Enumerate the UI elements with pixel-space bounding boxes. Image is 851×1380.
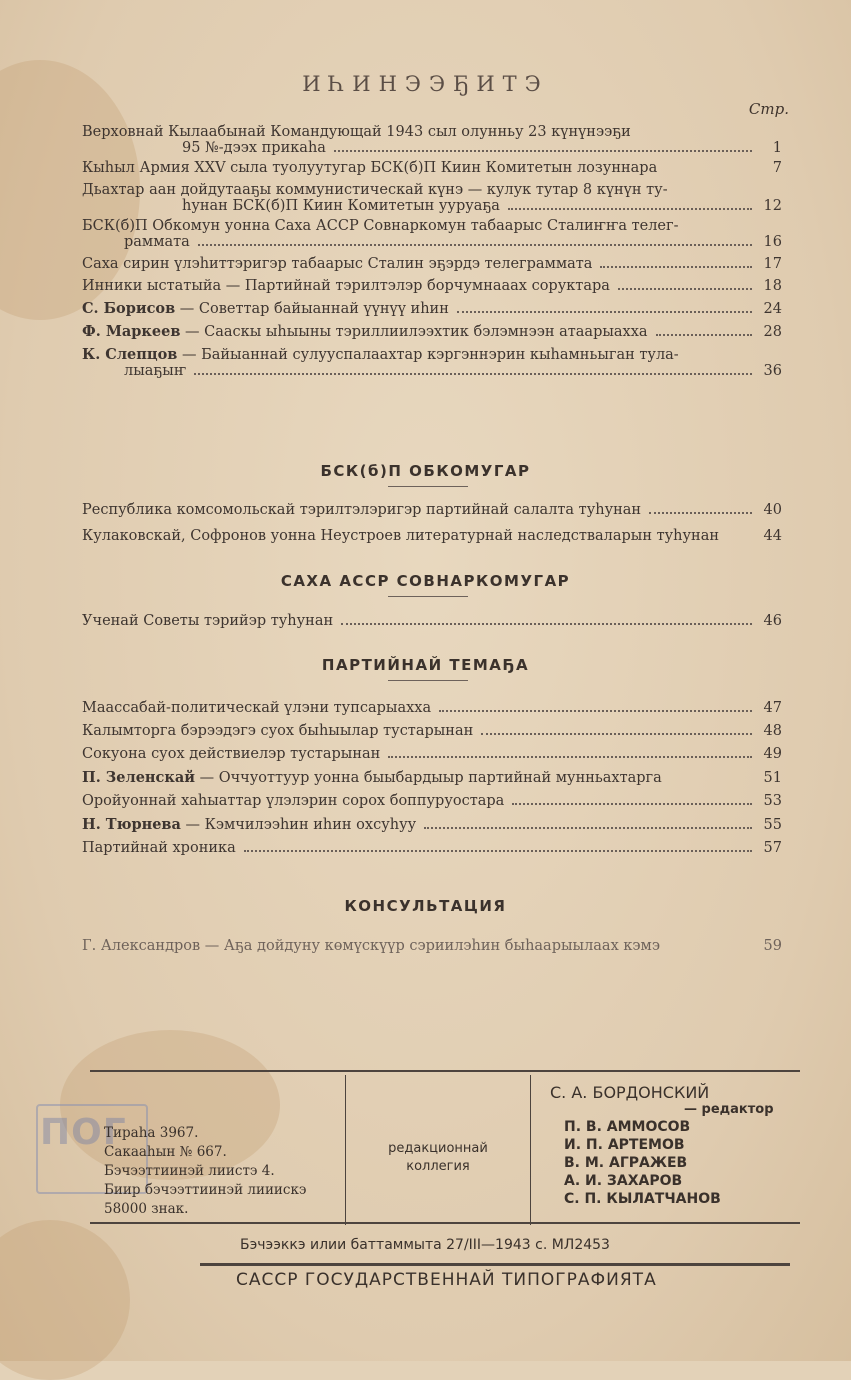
document-title: ИҺИНЭЭҔИТЭ [302,72,549,96]
page-number: 7 [772,160,782,176]
section-rule [388,680,468,681]
page-number: 1 [772,140,782,156]
section-heading: КОНСУЛЬТАЦИЯ [344,897,507,915]
footer-bottom-rule [200,1263,790,1266]
toc-entry: Сокуона суох действиелэр тустарынан 49 [82,746,782,762]
toc-section-party [82,700,782,856]
board-members: П. В. АММОСОВ И. П. АРТЕМОВ В. М. АГРАЖЕВ А. И. ЗАХАРОВ С. П. КЫЛАТЧАНОВ [564,1119,721,1207]
footer-divider [345,1075,346,1225]
print-run-block: Тираһа 3967. Сакааһын № 667. Бэчээттиинэй лиистэ 4. Биир бэчээттиинэй лииискэ 58000 знак. [104,1125,307,1217]
page-number: 44 [763,528,782,544]
page-number: 46 [763,613,782,629]
author-name: Н. Тюрнева [82,816,181,833]
toc-entry: Саха сирин үлэһиттэригэр табаарыс Сталин эҕэрдэ телеграммата 17 [82,256,782,272]
toc-entry: Калымторга бэрээдэгэ суох быһыылар тустарынан 48 [82,723,782,739]
toc-entry: Кулаковскай, Софронов уонна Неустроев литературнай наследстваларын туһунан 44 [82,528,782,544]
toc-entry: Ф. Маркеев — Сааскы ыһыыны тэриллиилээхтик бэлэмнээн атаарыахха 28 [82,323,782,340]
section-heading: ПАРТИЙНАЙ ТЕМАҔА [321,656,530,674]
author-name: К. Слепцов [82,346,178,363]
toc-entry: С. Борисов — Советтар байыаннай үүнүү иһин 24 [82,300,782,317]
section-heading: САХА АССР СОВНАРКОМУГАР [280,572,571,590]
toc-section-obkom [82,502,782,544]
toc-entry: Маассабай-политическай үлэни тупсарыахха 47 [82,700,782,716]
chief-editor-name: С. А. БОРДОНСКИЙ [550,1083,710,1102]
toc-entry: Оройуоннай хаһыаттар үлэлэрин сорох боппуруостара 53 [82,793,782,809]
toc-entry: Дьахтар аан дойдутааҕы коммунистическай күнэ — кулук тутар 8 күнүн ту- һунан БСК(б)П Киин Комитетын ууруаҕа 12 [82,182,782,214]
author-name: С. Борисов [82,300,176,317]
page-number: 18 [763,278,782,294]
page-number: 57 [763,840,782,856]
page-number: 47 [763,700,782,716]
editorial-board-label: редакционнай коллегия [388,1141,488,1174]
toc-entry: Н. Тюрнева — Кэмчилээһин иһин охсуһуу 55 [82,816,782,833]
toc-section-sovnarkom [82,613,782,629]
toc-entry: БСК(б)П Обкомун уонна Саха АССР Совнаркомун табаарыс Сталиҥҥа телег- раммата 16 [82,218,782,250]
toc-entry: Кыһыл Армия XXV сыла туолуутугар БСК(б)П Киин Комитетын лозуннара 7 [82,160,782,176]
page-number: 16 [763,234,782,250]
toc-entry: Партийнай хроника 57 [82,840,782,856]
footer-mid-rule [90,1222,800,1224]
toc-entry: Г. Александров — Аҕа дойдуну көмүскүүр сэриилэһин быһаарыылаах кэмэ 59 [82,938,782,954]
page-number: 36 [763,363,782,379]
toc-entry: Инники ыстатыйа — Партийнай тэрилтэлэр борчумнааах соруктара 18 [82,278,782,294]
toc-entry: К. Слепцов — Байыаннай сулууспалаахтар кэргэннэрин кыһамньыган тула- лыаҕыҥ 36 [82,346,782,379]
page-column-header: Стр. [748,100,789,118]
page-number: 28 [763,324,782,340]
signed-to-print: Бэчээккэ илии баттаммыта 27/III—1943 с. МЛ2453 [240,1237,610,1253]
toc-main [82,124,782,379]
page-number: 53 [763,793,782,809]
page-number: 12 [763,198,782,214]
toc-entry: П. Зеленскай — Оччуоттуур уонна быыбардыыр партийнай мунньахтарга 51 [82,769,782,786]
author-name: П. Зеленскай [82,769,195,786]
page-number: 55 [763,817,782,833]
page-number: 49 [763,746,782,762]
page-number: 24 [763,301,782,317]
footer-top-rule [90,1070,800,1072]
page-number: 40 [763,502,782,518]
toc-entry: Ученай Советы тэрийэр туһунан 46 [82,613,782,629]
printer-name: САССР ГОСУДАРСТВЕННАЙ ТИПОГРАФИЯТА [236,1270,657,1290]
toc-section-consultation [82,938,782,954]
page-number: 48 [763,723,782,739]
stamp-lettering: ПОГ [40,1112,127,1153]
toc-entry: Республика комсомольскай тэрилтэлэригэр партийнай салалта туһунан 40 [82,502,782,518]
author-name: Ф. Маркеев [82,323,181,340]
section-heading: БСК(б)П ОБКОМУГАР [320,462,531,480]
page-number: 51 [763,770,782,786]
page-number: 17 [763,256,782,272]
section-rule [388,486,468,487]
toc-entry: Верховнай Кылаабынай Командующай 1943 сыл олунньу 23 күнүнээҕи 95 №-дээх прикаһа 1 [82,124,782,156]
chief-editor-role: — редактор [684,1102,774,1117]
page-number: 59 [763,938,782,954]
section-rule [388,596,468,597]
footer-divider [530,1075,531,1225]
